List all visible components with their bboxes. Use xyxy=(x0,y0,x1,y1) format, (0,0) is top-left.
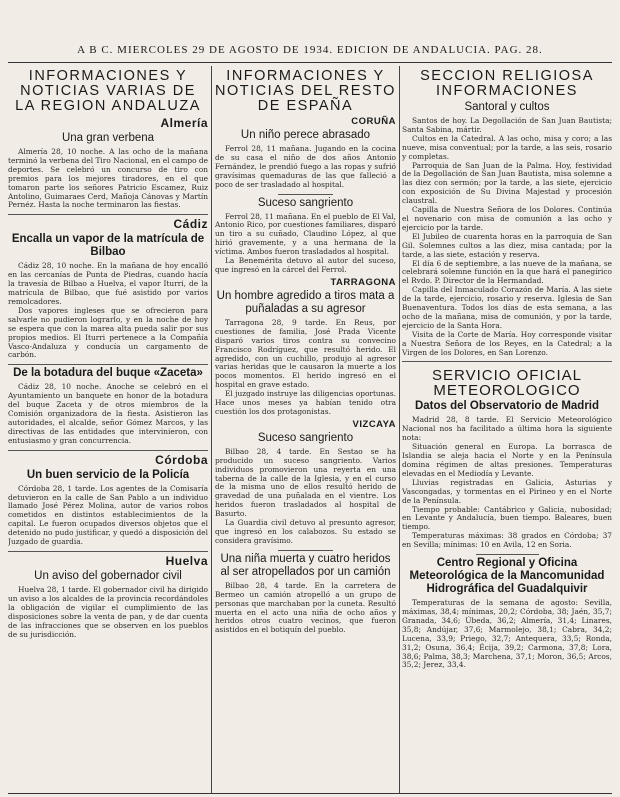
article-title: Un buen servicio de la Policía xyxy=(26,468,190,481)
article-text: Huelva 28, 1 tarde. El gobernador civil ha dirigido un aviso a los alcaldes de la provincia recordándoles la obligación de vigilar el cumplimiento de las disposiciones sobre la venta de pan, y de dar cuenta de las infracciones que se observen en los pueblos de su jurisdicción. xyxy=(8,585,208,639)
divider xyxy=(278,550,332,551)
column-divider xyxy=(211,66,212,794)
section-heading: SERVICIO OFICIAL METEOROLOGICO xyxy=(432,367,582,400)
article-title: Una gran verbena xyxy=(61,132,155,144)
article-title: Una niña muerta y cuatro heridos al ser atropellados por un camión xyxy=(220,552,391,578)
divider xyxy=(8,450,208,451)
place-label: Córdoba xyxy=(155,452,208,467)
article-text: Tiempo probable: Cantábrico y Galicia, nubosidad; en Levante y Andalucía, buen tiempo. Baleares, buen tiempo. xyxy=(402,504,612,532)
place-label: Almería xyxy=(160,116,208,130)
place-label: Huelva xyxy=(165,554,208,568)
article-text: Capilla de Nuestra Señora de los Dolores. Continúa el novenario con misa de comunión a las ocho y ejercicio por la tarde. xyxy=(402,205,612,232)
article-text: Córdoba 28, 1 tarde. Los agentes de la Comisaría detuvieron en la calle de San Pablo a un individuo llamado José Pérez Molina, autor de varios robos cometidos en distintos establecimientos de la capital. Le fueron ocupados diversos objetos que el detenido no pudo justificar, y quedó a disposición del Juzgado de guardia. xyxy=(8,483,208,547)
article-text: Cádiz 28, 10 noche. En la mañana de hoy encalló en las cercanías de Punta de Piedras, cuando hacía la travesía de Bilbao a Huelva, el vapor Iturri, de la matrícula de Bilbao, que fué asistido por varios remolcadores. xyxy=(8,261,208,306)
article-text: Lluvias registradas en Galicia, Asturias y Vascongadas, y tormentas en el Pirineo y en el Norte de la Península. xyxy=(402,477,612,505)
divider xyxy=(8,551,208,552)
article-title: Santoral y cultos xyxy=(464,101,550,113)
column-regional-news xyxy=(8,66,208,794)
divider xyxy=(278,194,332,195)
article-text: Temperaturas máximas: 38 grados en Córdoba; 37 en Sevilla; mínimas: 10 en Avila, 12 en Soria. xyxy=(402,531,612,550)
article-title: Un niño perece abrasado xyxy=(240,129,371,141)
article-text: Ferrol 28, 11 mañana. En el pueblo de El Val, Antonio Rico, por cuestiones familiares, disparó un tiro a su cuñado, Claudino López, al que hirió gravemente, y a una hermana de la víctima. Ambos fueron trasladados al hospital. xyxy=(215,211,396,257)
article-title: Un aviso del gobernador civil xyxy=(34,570,182,582)
article-text: Cultos en la Catedral. A las ocho, misa y coro; a las nueve, misa conventual; por la tarde, a las seis, rosario y completas. xyxy=(402,133,612,161)
article-text: Bilbao 28, 4 tarde. En Sestao se ha producido un suceso sangriento. Varios individuos promovieron una reyerta en una taberna de la calle de la Iglesia, y en el curso de la misma uno de ellos resultó herido de gravedad de una puñalada en el vientre. Los heridos fueron trasladados al hospital de Basurto. xyxy=(215,446,396,519)
divider xyxy=(8,364,208,365)
article-title: De la botadura del buque «Zaceta» xyxy=(13,367,203,380)
article-text: El día 6 de septiembre, a las nueve de la mañana, se celebrará solemne función en la que hará el panegírico el Rvdo. P. Director de la Hermandad. xyxy=(402,258,612,286)
divider xyxy=(476,554,539,555)
article-text: Madrid 28, 8 tarde. El Servicio Meteorológico Nacional nos ha facilitado a última hora la siguiente nota: xyxy=(402,415,612,443)
article-text: Parroquia de San Juan de la Palma. Hoy, festividad de la Degollación de San Juan Bautista, misa solemne a las diez con sermón; por la tarde, a las siete, ejercicio con exposición de Su Divina Majestad y procesión claustral. xyxy=(402,160,612,206)
divider xyxy=(402,361,612,362)
article-text: Cádiz 28, 10 noche. Anoche se celebró en el Ayuntamiento un banquete en honor de la botadura del buque Zaceta y de otros miembros de la Comisión organizadora de la fiesta. Asistieron las autoridades, el alcalde, señor Gómez Marcos, y las directivas de las entidades que intervinieron, con entusiasmo y gran concurrencia. xyxy=(8,382,208,445)
masthead: A B C. MIERCOLES 29 DE AGOSTO DE 1934. EDICION DE ANDALUCIA. PAG. 28. xyxy=(77,44,543,56)
column-religious-weather xyxy=(402,66,612,794)
section-heading: SECCION RELIGIOSA INFORMACIONES xyxy=(420,68,594,99)
place-label: CORUÑA xyxy=(351,116,396,127)
article-text: El juzgado instruye las diligencias oportunas. Hace unos meses ya habían tenido otra cuestión los dos protagonistas. xyxy=(215,389,396,416)
article-text: La Benemérita detuvo al autor del suceso, que ingresó en la cárcel del Ferrol. xyxy=(215,256,396,274)
place-label: Cádiz xyxy=(173,217,208,232)
article-title: Centro Regional y Oficina Meteorológica de la Mancomunidad Hidrográfica del Guadalquivir xyxy=(409,557,605,596)
article-text: Situación general en Europa. La borrasca de Islandia se aleja hacia el Norte y en la Península domina régimen de altas presiones. Temperaturas elevadas en el Mediodía y Levante. xyxy=(402,442,612,478)
article-title: Datos del Observatorio de Madrid xyxy=(414,400,600,413)
article-text: Santos de hoy. La Degollación de San Juan Bautista; Santa Sabina, mártir. xyxy=(402,116,612,134)
article-text: Almería 28, 10 noche. A las ocho de la mañana terminó la verbena del Tiro Nacional, en el campo de deportes. Se celebró un concurso de tiro con premios para los mejores tiradores, en el que tomaron parte los señores Patricio Escamez, Ruiz Antolino, Guimaraes Cerd, Mañoja Cánovas y Martín Pernéz. Hasta la noche terminaron las fiestas. xyxy=(8,147,208,210)
article-text: Tarragona 28, 9 tarde. En Reus, por cuestiones de familia, José Prada Vicente disparó varios tiros contra su convecino Francisco Rodríguez, que resultó herido. El agredido, con un cuchillo, produjo al agresor varias heridas que le causaron la muerte a los pocos momentos. El herido ingresó en el hospital en grave estado. xyxy=(215,317,396,390)
article-text: Temperaturas de la semana de agosto: Sevilla, máximas, 38,4; mínimas, 20,2; Córdoba, 38; Jaén, 35,7; Granada, 34,6; Úbeda, 36,2; Almería, 31,4; Linares, 35,8; Andújar, 37,6; Marmolejo, 38,1; Cabra, 34,2; Lucena, 33,9; Priego, 32,7; Antequera, 33,5; Ronda, 31,2; Osuna, 36,4; Écija, 39,2; Carmona, 37,8; Lora, 38,6; Palma, 38,3; Marchena, 37,1; Moron, 36,5; Arcos, 35,2; Jerez, 33,4. xyxy=(402,598,612,670)
article-text: Visita de la Corte de María. Hoy corresponde visitar a Nuestra Señora de los Reyes, en la Catedral; a la Virgen de los Dolores, en San Lorenzo. xyxy=(402,329,612,357)
article-text: Capilla del Inmaculado Corazón de María. A las siete de la tarde, ejercicio, rosario y reserva. Iglesia de San Buenaventura. Todos los días de esta semana, a las ocho de la mañana, misa de comunión, y por la tarde, ejercicio de la Santa Hora. xyxy=(402,285,612,330)
article-text: Dos vapores ingleses que se ofrecieron para salvarle no pudieron lograrlo, y en la noche de hoy se espera que con la marea alta pueda salir por sus propios medios. El Iturri pertenece a la Compañía Vasco-Andaluza y conducía un cargamento de carbón. xyxy=(8,305,208,360)
column-national-news xyxy=(215,66,396,794)
article-title: Encalla un vapor de la matrícula de Bilbao xyxy=(11,233,205,259)
section-heading: INFORMACIONES Y NOTICIAS VARIAS DE LA REGION ANDALUZA xyxy=(15,68,201,114)
article-title: Un hombre agredido a tiros matа a puñaladas a su agresor xyxy=(216,289,395,315)
masthead-rule xyxy=(8,62,612,63)
column-divider xyxy=(399,66,400,794)
article-text: Bilbao 28, 4 tarde. En la carretera de Bermeo un camión atropelló a un grupo de personas que marchaban por la cuneta. Resultó muerta en el acto una niña de ocho años y heridos otros cuatro vecinos, que fueron asistidos en el botiquín del pueblo. xyxy=(215,580,396,635)
article-text: Ferrol 28, 11 mañana. Jugando en la cocina de su casa el niño de dos años Antonio Fernández, le prendió fuego a las ropas y sufrió gravísimas quemaduras de las que falleció a poco de ser trasladado al hospital. xyxy=(215,144,396,189)
section-heading: INFORMACIONES Y NOTICIAS DEL RESTO DE ESPAÑA xyxy=(215,68,396,114)
place-label: VIZCAYA xyxy=(352,418,396,430)
place-label: TARRAGONA xyxy=(330,276,396,288)
article-title: Suceso sangriento xyxy=(257,431,354,444)
divider xyxy=(8,214,208,215)
article-text: La Guardia civil detuvo al presunto agresor, que ingresó en los calabozos. Su estado se considera gravísimo. xyxy=(215,518,396,545)
bottom-rule xyxy=(8,793,612,794)
article-text: El Jubileo de cuarenta horas en la parroquia de San Gil. Solemnes cultos a las diez, misa cantada; por la tarde, a las siete, estación y reserva. xyxy=(402,231,612,259)
article-title: Suceso sangriento xyxy=(257,196,354,209)
